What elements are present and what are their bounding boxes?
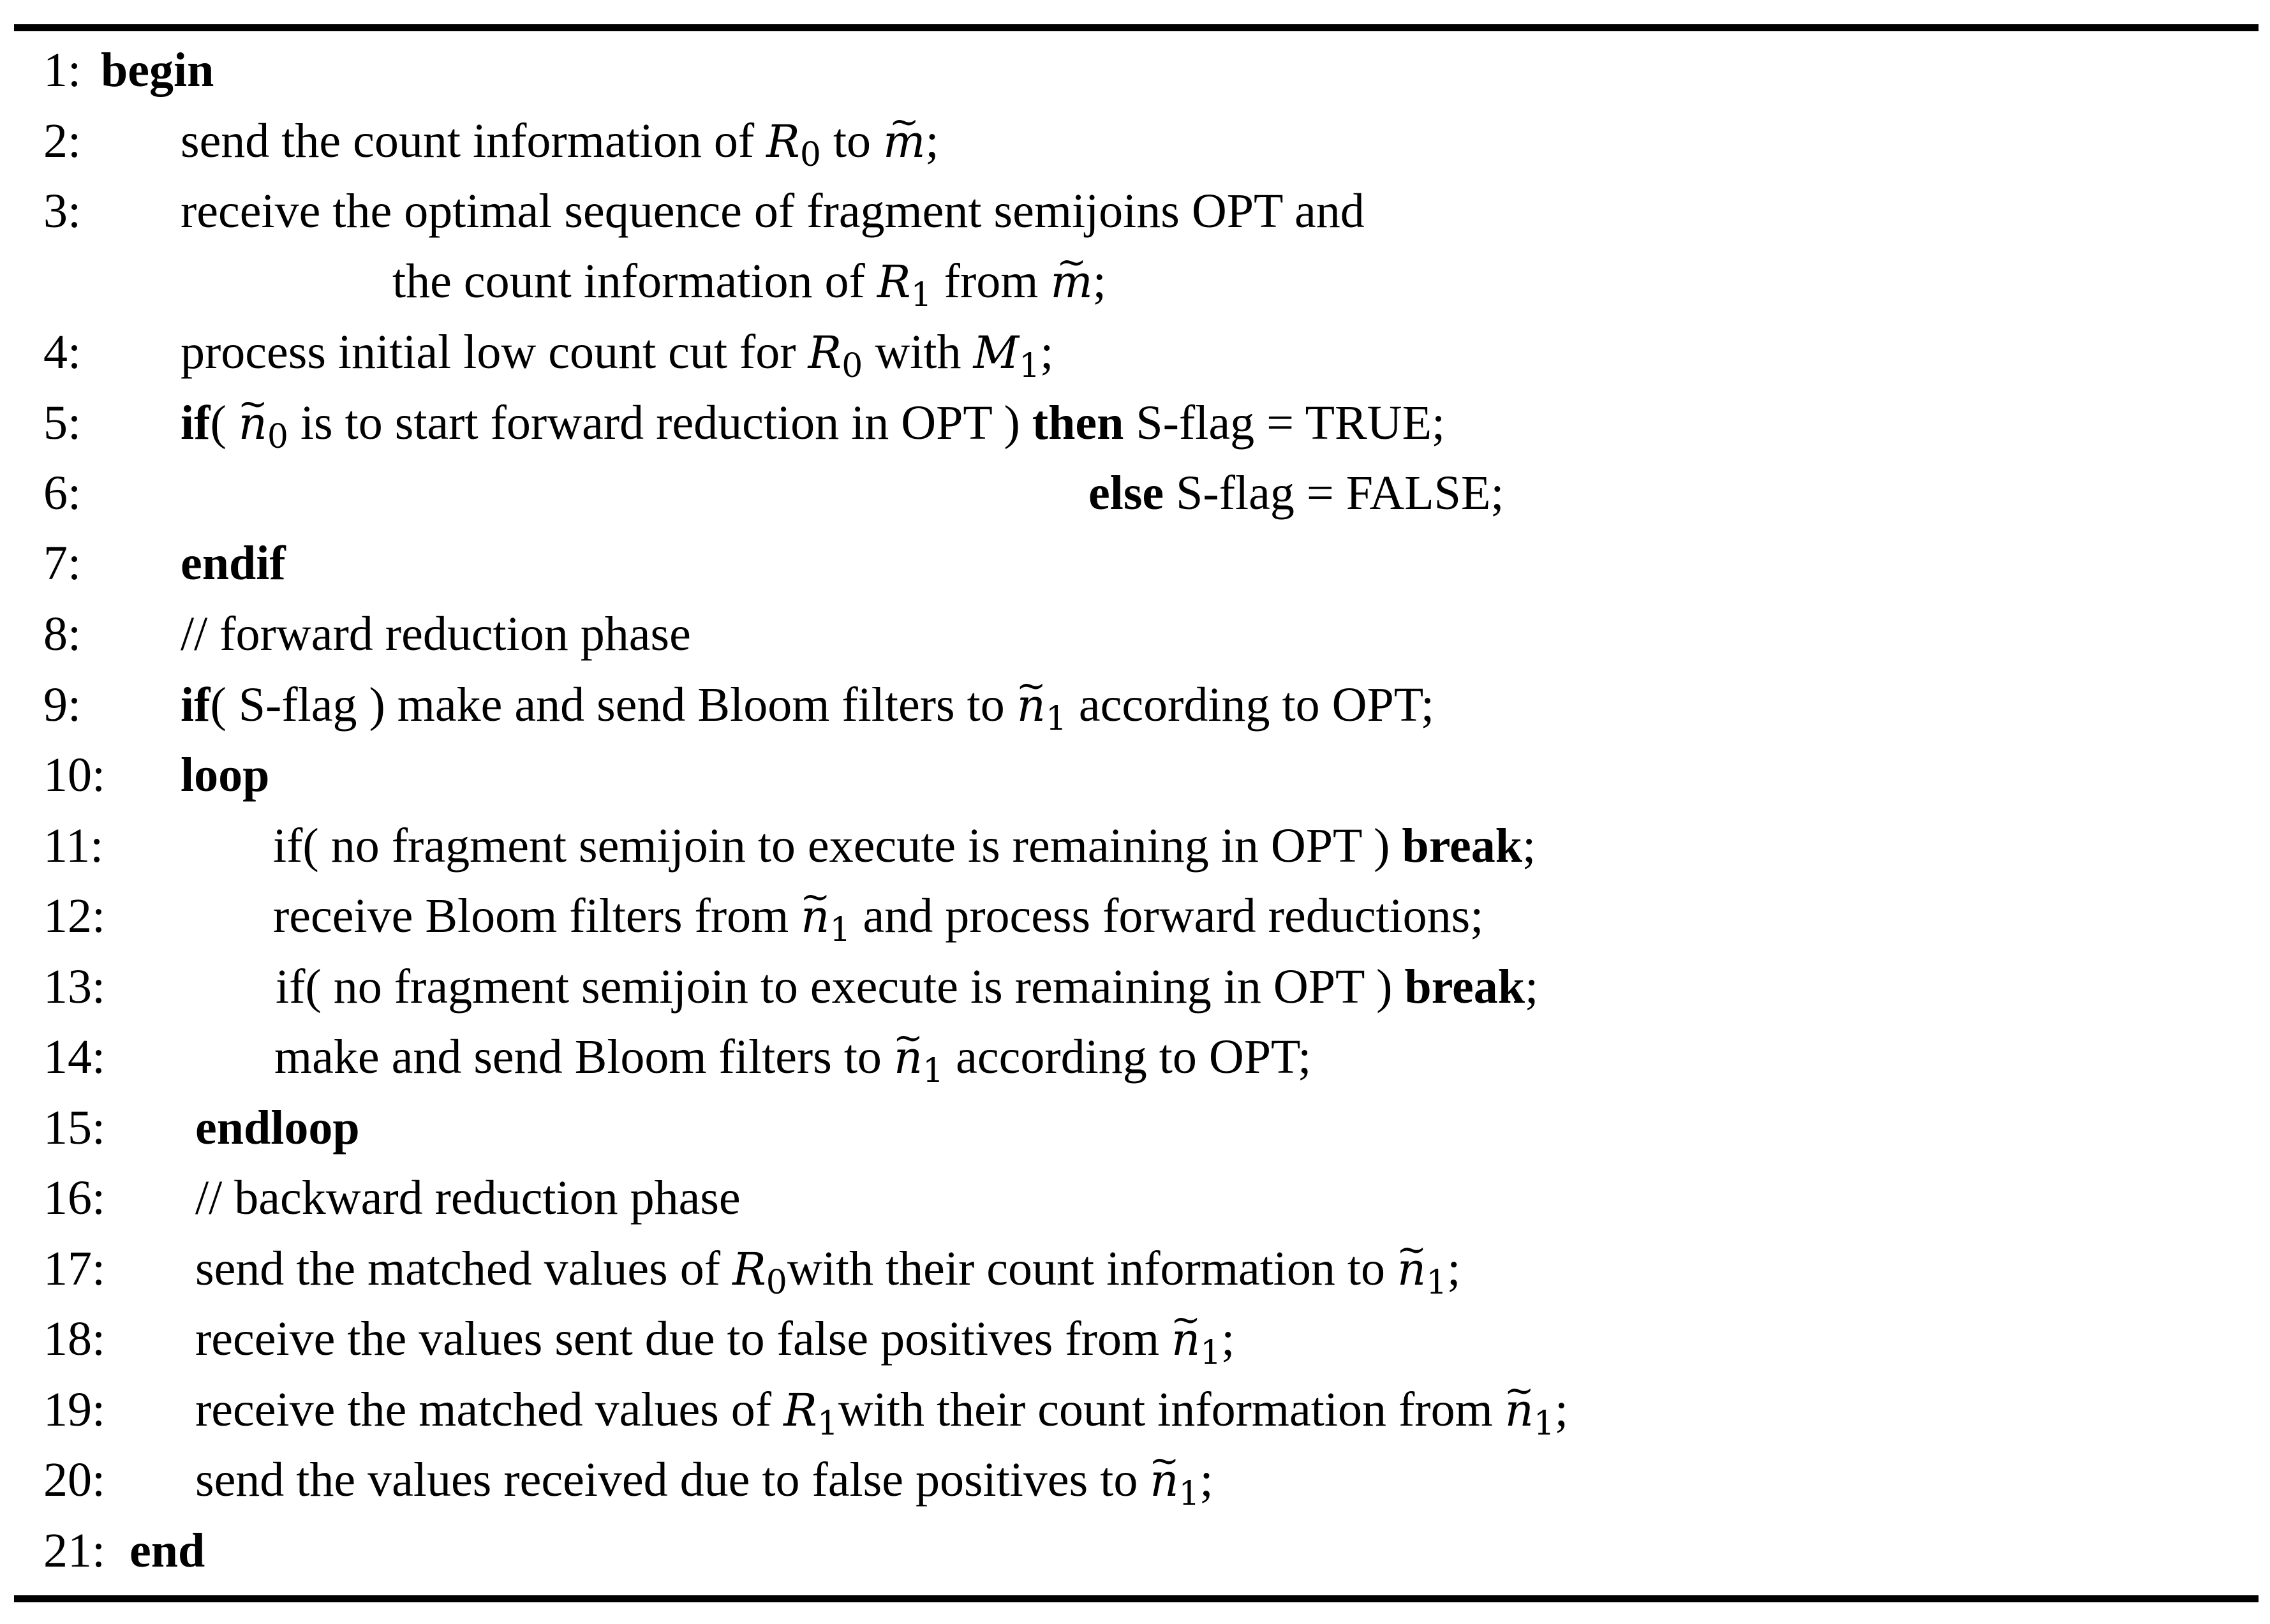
line-code <box>101 35 214 105</box>
text-segment: send the matched values of <box>195 1242 733 1296</box>
keyword: else <box>1088 466 1164 520</box>
line-code <box>274 1022 1311 1093</box>
text-segment: receive the values sent due to false positives from <box>195 1312 1172 1366</box>
math-symbol: $R_0$ <box>766 115 821 174</box>
line-number: 13: <box>43 960 106 1014</box>
text-segment: send the values received due to false positives to <box>195 1453 1150 1507</box>
text-segment: if( no fragment semijoin to execute is remaining in OPT ) <box>273 819 1402 873</box>
line-code <box>181 388 1445 459</box>
math-symbol: $R_1$ <box>877 256 932 314</box>
bottom-rule <box>14 1595 2259 1602</box>
math-symbol: ~ $n_1$ <box>1505 1384 1555 1436</box>
line-code <box>181 528 286 598</box>
line-code <box>195 1093 360 1163</box>
line-number: 18: <box>43 1312 106 1366</box>
keyword: if <box>181 678 211 732</box>
line-number: 20: <box>43 1453 106 1507</box>
comment: // backward reduction phase <box>195 1171 741 1225</box>
text-segment: ; <box>1554 1383 1568 1436</box>
line-code <box>273 881 1483 952</box>
keyword: if <box>181 396 211 450</box>
line-code <box>195 1304 1235 1375</box>
top-rule <box>14 24 2259 31</box>
text-segment: is to start forward reduction in OPT ) <box>288 396 1032 450</box>
text-segment: with their count information to <box>787 1242 1398 1296</box>
line-code <box>181 176 1365 246</box>
text-segment: with <box>863 325 974 379</box>
line-code <box>1088 458 1504 528</box>
text-segment: S-flag = FALSE; <box>1164 466 1504 520</box>
text-segment: ; <box>925 114 939 168</box>
line-number: 10: <box>43 748 106 802</box>
math-symbol: ~ $n_1$ <box>1171 1313 1221 1366</box>
line-number: 11: <box>43 819 104 873</box>
math-symbol: $R_1$ <box>783 1384 838 1443</box>
line-number: 15: <box>43 1101 106 1155</box>
math-symbol: ~ m <box>883 107 925 177</box>
line-code <box>195 1163 741 1233</box>
comment: // forward reduction phase <box>181 607 691 661</box>
text-segment: from <box>931 255 1051 308</box>
text-segment: ; <box>1092 255 1106 308</box>
line-code <box>181 670 1434 741</box>
line-number: 1: <box>43 43 82 97</box>
keyword: then <box>1032 396 1124 450</box>
line-code <box>181 599 691 669</box>
text-segment: with their count information from <box>838 1383 1505 1436</box>
line-number: 7: <box>43 536 82 590</box>
math-symbol: ~ $n_1$ <box>894 1031 944 1084</box>
keyword: endloop <box>195 1101 360 1155</box>
text-segment: according to OPT; <box>1066 678 1435 732</box>
line-code <box>181 317 1053 388</box>
line-number: 19: <box>43 1383 106 1436</box>
text-segment: ; <box>1522 819 1536 873</box>
line-code <box>392 246 1106 317</box>
text-segment: S-flag = TRUE; <box>1124 396 1446 450</box>
keyword: loop <box>181 748 270 802</box>
text-segment: to <box>820 114 884 168</box>
text-segment: and process forward reductions; <box>850 889 1484 943</box>
text-segment: receive Bloom filters from <box>273 889 801 943</box>
text-segment: ( <box>210 396 239 450</box>
text-segment: ; <box>1221 1312 1235 1366</box>
math-symbol: ~ $n_1$ <box>1150 1454 1199 1507</box>
text-segment: ; <box>1040 325 1054 379</box>
line-number: 14: <box>43 1030 106 1084</box>
text-segment: the count information of <box>392 255 877 308</box>
math-symbol: $R_0$ <box>732 1243 787 1302</box>
keyword: endif <box>181 536 286 590</box>
math-symbol: ~ $n_1$ <box>1397 1243 1447 1296</box>
keyword: begin <box>101 43 214 97</box>
text-segment: ( S-flag ) make and send Bloom filters to <box>210 678 1017 732</box>
math-symbol: ~ m <box>1050 247 1092 317</box>
text-segment: ; <box>1525 960 1539 1014</box>
keyword: break <box>1404 960 1525 1014</box>
text-segment: according to OPT; <box>944 1030 1312 1084</box>
text-segment: process initial low count cut for <box>181 325 808 379</box>
text-segment: make and send Bloom filters to <box>274 1030 894 1084</box>
line-code <box>181 740 269 810</box>
text-segment: send the count information of <box>181 114 767 168</box>
math-symbol: ~ $n_0$ <box>239 397 288 450</box>
line-number: 8: <box>43 607 82 661</box>
line-number: 6: <box>43 466 82 520</box>
line-number: 9: <box>43 678 82 732</box>
algorithm-listing <box>0 35 2270 1591</box>
line-number: 5: <box>43 396 82 450</box>
keyword: end <box>130 1524 205 1577</box>
math-symbol: $M_1$ <box>973 327 1041 385</box>
text-segment: receive the matched values of <box>195 1383 784 1436</box>
keyword: break <box>1402 819 1523 873</box>
line-number: 12: <box>43 889 106 943</box>
math-symbol: $R_0$ <box>808 327 863 385</box>
line-code <box>195 1234 1460 1304</box>
text-segment: if( no fragment semijoin to execute is remaining in OPT ) <box>276 960 1405 1014</box>
line-code <box>195 1445 1213 1516</box>
line-code <box>195 1375 1568 1445</box>
line-number: 16: <box>43 1171 106 1225</box>
line-code <box>181 106 939 177</box>
line-number: 2: <box>43 114 82 168</box>
math-symbol: ~ $n_1$ <box>1017 679 1067 732</box>
line-number: 4: <box>43 325 82 379</box>
line-number: 21: <box>43 1524 106 1577</box>
line-code <box>130 1516 205 1586</box>
text-segment: ; <box>1447 1242 1461 1296</box>
math-symbol: ~ $n_1$ <box>801 890 850 943</box>
line-number: 3: <box>43 184 82 238</box>
text-segment: ; <box>1199 1453 1213 1507</box>
line-code <box>273 811 1536 881</box>
text-segment: receive the optimal sequence of fragment semijoins OPT and <box>181 184 1365 238</box>
line-number: 17: <box>43 1242 106 1296</box>
